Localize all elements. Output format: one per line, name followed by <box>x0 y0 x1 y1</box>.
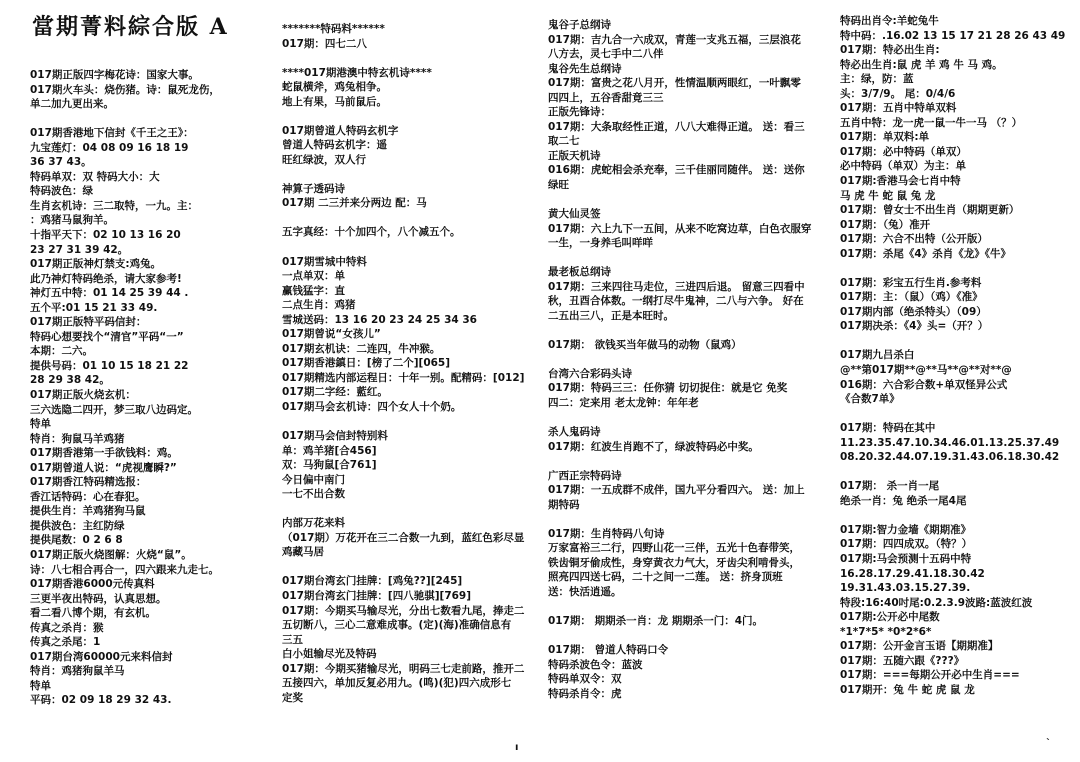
scan-speck: ˋ <box>1046 738 1051 749</box>
text-line: 017期雪城中特料 <box>282 255 367 268</box>
text-line: 017期：六上九下一五间，从来不吃窝边草，白色衣服穿 <box>548 222 812 235</box>
text-line: 主：绿，防：蓝 <box>840 73 914 86</box>
text-line: 赢钱猛字：直 <box>282 284 345 297</box>
text-line: 017期：单双料:单 <box>840 131 930 144</box>
text-line: 017期九吕杀白 <box>840 349 915 362</box>
text-line: 单二加九更出来。 <box>30 98 114 111</box>
text-line: 017期台湾60000元来料信封 <box>30 650 173 663</box>
spacer <box>548 600 830 615</box>
text-line: 神灯五中特：01 14 25 39 44 . <box>30 287 189 300</box>
text-line: 曾道人特码玄机字：遥 <box>282 139 387 152</box>
text-line: 提供波色：主红防绿 <box>30 519 125 532</box>
text-line: 特码杀波色令：蓝波 <box>548 658 643 671</box>
text-line: 017期：四七二八 <box>282 37 367 50</box>
text-line: 特必出生肖:鼠 虎 羊 鸡 牛 马 鸡。 <box>840 58 1003 71</box>
text-line: 017期正版四字梅花诗：国家大事。 <box>30 69 199 81</box>
text-line: 017期内部（绝杀特头）（09） <box>840 305 987 318</box>
text-line: 二点生肖：鸡猪 <box>282 299 356 312</box>
text-line: 017期：彩宝五行生肖.参考料 <box>840 276 982 289</box>
text-line: 三五 <box>282 633 303 646</box>
text-line: 017期开：兔 牛 蛇 虎 鼠 龙 <box>840 683 975 696</box>
text-line: 特码心想要找个“清官”平码“一” <box>30 330 184 343</box>
text-line: 马 虎 牛 蛇 鼠 兔 龙 <box>840 189 936 202</box>
text-line: 提供号码：01 10 15 18 21 22 <box>30 359 189 372</box>
text-line: 内部万花来料 <box>282 517 345 530</box>
text-line: 黄大仙灵签 <box>548 208 601 221</box>
text-line: 一七不出合数 <box>282 488 345 501</box>
text-line: 017期：六合不出特（公开版） <box>840 233 988 246</box>
text-line: 旺红绿波，双人行 <box>282 153 366 166</box>
text-line: 017期:马会预测十五码中特 <box>840 553 972 565</box>
spacer <box>840 407 1075 422</box>
text-line: 万家富裕三二行，四野山花一三伴，五光十色春带笑， <box>548 542 800 555</box>
text-line: 11.23.35.47.10.34.46.01.13.25.37.49 <box>840 436 1060 449</box>
text-line: 二五出三八，正是本旺时。 <box>548 309 674 322</box>
text-line: 017期：===每期公开必中生肖=== <box>840 669 1020 682</box>
text-line: 017期：五随六跟《???》 <box>840 654 965 667</box>
text-line: *1*7*5* *0*2*6* <box>840 625 932 638</box>
spacer <box>282 415 540 430</box>
text-line: 017期：特码三三：任你猜 切切捉住：就是它 免奖 <box>548 382 788 395</box>
text-line: 最老板总纲诗 <box>548 266 611 279</box>
text-line: 三更半夜出特码，认真思想。 <box>30 592 167 605</box>
text-line: 神算子透码诗 <box>282 182 345 195</box>
text-line: 017期马会信封特别料 <box>282 430 388 443</box>
column-3 <box>548 18 830 701</box>
spacer <box>840 465 1075 480</box>
text-line: 017期：主：（鼠）（鸡）《准》 <box>840 291 983 304</box>
text-line: 08.20.32.44.07.19.31.43.06.18.30.42 <box>840 451 1060 464</box>
spacer <box>548 454 830 469</box>
text-line: 生肖玄机诗：三二取特，一九。主： <box>30 199 198 212</box>
text-line: 绿旺 <box>548 179 569 192</box>
spacer <box>282 51 540 66</box>
text-line: 017期:公开必中尾数 <box>840 611 940 624</box>
text-line: 017期正版特平码信封： <box>30 316 147 329</box>
text-line: 017期二字经：藍红。 <box>282 386 388 399</box>
text-line: 017期：一五成群不成伴，国九平分看四六。 送：加上 <box>548 484 805 497</box>
spacer <box>282 240 540 255</box>
text-line: 017期：今期买猪输尽光，明码三七走前路，推开二 <box>282 662 525 675</box>
text-line: 017期香港鎮日：[榜了二个][065] <box>282 357 451 370</box>
text-line: 特码波色：绿 <box>30 185 93 198</box>
text-line: 十指平天下：02 10 13 16 20 <box>30 228 181 241</box>
spacer <box>840 508 1075 523</box>
text-line: 本期：二六。 <box>30 345 93 358</box>
text-line: 28 29 38 42。 <box>30 374 110 387</box>
text-line: 提供尾数：0 2 6 8 <box>30 534 123 547</box>
text-line: 017期香江特码精选报： <box>30 476 147 489</box>
text-line: 香江话特码：心在春犯。 <box>30 490 146 503</box>
text-line: 017期：（兔）准开 <box>840 218 931 231</box>
spacer <box>548 512 830 527</box>
text-line: 此乃神灯特码绝杀，请大家参考! <box>30 272 182 285</box>
text-line: 鬼谷先生总纲诗 <box>548 62 622 75</box>
text-line: 特肖：狗鼠马羊鸡猪 <box>30 432 125 445</box>
text-line: 秋，丑酉合体数。一纲打尽牛鬼神，二八与六争。 好在 <box>548 295 804 308</box>
text-line: 杀人鬼码诗 <box>548 426 601 439</box>
text-line: 广西正宗特码诗 <box>548 469 622 482</box>
text-line: （017期）万花开在三二合数一九到，蓝红色彩尽显 <box>282 531 525 544</box>
text-line: 传真之杀尾：1 <box>30 636 101 649</box>
spacer <box>548 411 830 426</box>
text-line: 诗：八七相合再合一，四六跟来九走七。 <box>30 563 219 576</box>
text-line: 特码单双令：双 <box>548 673 622 686</box>
text-line: 特段:16:40吋尾:0.2.3.9波路:蓝波红波 <box>840 596 1033 609</box>
text-line: 铁齿铜牙偷成性，身穿黄衣力气大，牙齿尖利啃骨头， <box>548 556 800 569</box>
text-line: 提供生肖：羊鸡猪狗马鼠 <box>30 505 146 518</box>
text-line: 017期： 欲钱买当年做马的动物（鼠鸡） <box>548 338 742 351</box>
text-line: 017期香港第一手欲钱料：鸡。 <box>30 447 178 460</box>
text-line: 特中码：.16.02 13 15 17 21 28 26 43 49 <box>840 29 1066 42</box>
text-line: 23 27 31 39 42。 <box>30 243 129 256</box>
text-line: 今日偏中南门 <box>282 473 345 486</box>
spacer <box>548 251 830 266</box>
spacer <box>840 261 1075 276</box>
text-line: 五肖中特：龙一虎一鼠一牛一马 （？） <box>840 116 1023 129</box>
text-line: 017期玄机诀：二连四，牛冲猴。 <box>282 342 441 355</box>
text-line: 017期：今期买马输尽光，分出七数看九尾，捧走二 <box>282 604 525 617</box>
text-line: 017期：富贵之花八月开，性情温顺两眼红，一叶飘零 <box>548 77 801 90</box>
spacer <box>282 502 540 517</box>
text-line: 特肖：鸡猪狗鼠羊马 <box>30 665 125 678</box>
text-line: 017期火车头：烧伤猪。诗：鼠死龙伤， <box>30 83 220 96</box>
text-line: 017期：杀尾《4》杀肖《龙》《牛》 <box>840 247 1011 260</box>
text-line: 017期： 曾道人特码口令 <box>548 644 669 657</box>
text-line: 平码：02 09 18 29 32 43. <box>30 694 172 707</box>
text-line: 016期：虎蛇相会杀充奉，三千佳丽同随伴。 送：送你 <box>548 164 805 177</box>
text-line: ：鸡猪马鼠狗羊。 <box>30 214 114 227</box>
text-line: 正版天机诗 <box>548 149 601 162</box>
text-line: 鬼谷子总纲诗 <box>548 19 611 31</box>
text-line: 017期曾道人特码玄机字 <box>282 124 399 137</box>
text-line: 36 37 43。 <box>30 156 92 169</box>
text-line: 017期台湾玄门挂牌：[鸡兔??][245] <box>282 575 463 588</box>
text-line: 017期正版火烧图解：火烧“鼠”。 <box>30 549 192 561</box>
text-line: 正版先锋诗： <box>548 106 611 119</box>
text-line: *******特码料****** <box>282 23 385 35</box>
spacer <box>282 109 540 124</box>
text-line: 单：鸡羊猪[合456] <box>282 444 377 457</box>
spacer <box>282 560 540 575</box>
text-line: 双：马狗鼠[合761] <box>282 459 377 472</box>
text-line: 017期：特码在其中 <box>840 422 936 435</box>
text-line: 三六选隐二四开，梦三取八边码定。 <box>30 403 198 416</box>
text-line: 017期：五肖中特单双料 <box>840 102 957 115</box>
spacer <box>840 334 1075 349</box>
text-line: 017期精选内部运程日：十年一别。配精码：[012] <box>282 371 525 384</box>
text-line: 017期： 杀一肖一尾 <box>840 480 940 493</box>
text-line: @**第017期**@**马**@**对**@ <box>840 364 1012 377</box>
text-line: 017期香港6000元传真料 <box>30 578 155 591</box>
spacer <box>30 112 260 127</box>
text-line: 绝杀一肖：兔 绝杀一尾4尾 <box>840 494 967 507</box>
column-1 <box>30 68 260 708</box>
text-line: 照亮四四送七码，二十之间一二莲。 送：挤身顶班 <box>548 571 783 584</box>
text-line: 定奖 <box>282 691 303 704</box>
text-line: 头：3/7/9。 尾：0/4/6 <box>840 87 956 100</box>
text-line: 017期马会玄机诗：四个女人十个奶。 <box>282 400 462 413</box>
text-line: 《合数7单》 <box>840 393 900 406</box>
text-line: 017期：吉九合一六成双，青莲一支兆五福，三层浪花 <box>548 33 801 46</box>
text-line: 19.31.43.03.15.27.39. <box>840 582 971 595</box>
spacer <box>282 167 540 182</box>
spacer <box>548 352 830 367</box>
text-line: 017期：曾女士不出生肖（期期更新） <box>840 204 1020 217</box>
text-line: 017期：特必出生肖: <box>840 44 940 57</box>
text-line: 017期:智力金墙《期期准》 <box>840 523 972 536</box>
text-line: 017期曾说“女孩儿” <box>282 328 381 341</box>
text-line: 017期：生肖特码八句诗 <box>548 527 665 540</box>
text-line: 017期：大条取经性正道，八八大难得正道。 送：看三 <box>548 120 805 133</box>
text-line: 取二七 <box>548 135 580 148</box>
text-line: 五个平:01 15 21 33 49. <box>30 301 158 314</box>
text-line: 特单 <box>30 679 51 692</box>
page-title: 當期菁料綜合版 A <box>32 14 229 40</box>
text-line: 一生，一身养毛叫咩咩 <box>548 237 653 250</box>
text-line: 017期曾道人说：“虎视鹰瞬?” <box>30 461 177 474</box>
text-line: 四二：定来用 老太龙钟：年年老 <box>548 397 699 410</box>
spacer <box>548 629 830 644</box>
text-line: ****017期港澳中特玄机诗**** <box>282 66 432 79</box>
text-line: 017期： 期期杀一肖：龙 期期杀一门：4门。 <box>548 615 764 628</box>
spacer <box>548 323 830 338</box>
text-line: 017期：三来四往马走位，三进四后退。 留意三四看中 <box>548 280 805 293</box>
text-line: 017期正版火烧玄机： <box>30 388 136 401</box>
text-line: 地上有果，马前鼠后。 <box>282 95 387 108</box>
text-line: 16.28.17.29.41.18.30.42 <box>840 567 985 580</box>
text-line: 台湾六合彩码头诗 <box>548 367 632 380</box>
text-line: 017期台湾玄门挂牌：[四八驰骐][769] <box>282 589 472 602</box>
text-line: 白小姐输尽光及特码 <box>282 648 377 661</box>
text-line: 特码杀肖令：虎 <box>548 687 622 700</box>
text-line: 传真之杀肖：猴 <box>30 621 104 634</box>
text-line: 特码单双：双 特码大小：大 <box>30 170 160 183</box>
spacer <box>282 211 540 226</box>
text-line: 必中特码（单双）为主：单 <box>840 160 966 173</box>
text-line: 特码出肖令:羊蛇兔牛 <box>840 15 939 27</box>
column-4 <box>840 14 1075 697</box>
text-line: 一点单双：单 <box>282 270 345 283</box>
text-line: 五切断八，三心二意难成事。(定)(海)准确信息有 <box>282 619 512 632</box>
text-line: 五接四六，单加反复必用九。(鸣)(犯)四六成形七 <box>282 677 512 690</box>
text-line: 017期：四四成双。（特？） <box>840 538 973 551</box>
text-line: 八方去，灵七手中二八伴 <box>548 48 664 61</box>
text-line: 蛇鼠横斧，鸡兔相争。 <box>282 81 387 94</box>
text-line: 017期 二三并来分两边 配：马 <box>282 197 427 210</box>
text-line: 四四上，五谷香甜竟三三 <box>548 91 664 104</box>
text-line: 送：快活逍遥。 <box>548 586 622 598</box>
scan-speck: ı <box>515 742 519 753</box>
text-line: 017期:香港马会七肖中特 <box>840 175 961 188</box>
text-line: 九宝莲灯：04 08 09 16 18 19 <box>30 141 189 154</box>
text-line: 雪城送码：13 16 20 23 24 25 34 36 <box>282 313 477 326</box>
text-line: 016期：六合彩合数+单双怪异公式 <box>840 378 1008 391</box>
text-line: 017期决杀：《4》头=（开？） <box>840 320 989 333</box>
text-line: 017期香港地下信封《千王之王》： <box>30 127 194 140</box>
text-line: 鸡藏马居 <box>282 546 324 559</box>
text-line: 五字真经：十个加四个，八个减五个。 <box>282 226 461 239</box>
text-line: 017期：必中特码（单双） <box>840 145 967 158</box>
spacer <box>548 193 830 208</box>
text-line: 017期：红波生肖跑不了，绿波特码必中奖。 <box>548 440 759 453</box>
text-line: 特单 <box>30 418 51 431</box>
text-line: 看二看八博个期，有玄机。 <box>30 607 156 620</box>
text-line: 期特码 <box>548 498 580 511</box>
text-line: 017期：公开金言玉语【期期准】 <box>840 640 999 653</box>
text-line: 017期正版神灯禁支:鸡兔。 <box>30 258 162 271</box>
column-2 <box>282 22 540 705</box>
